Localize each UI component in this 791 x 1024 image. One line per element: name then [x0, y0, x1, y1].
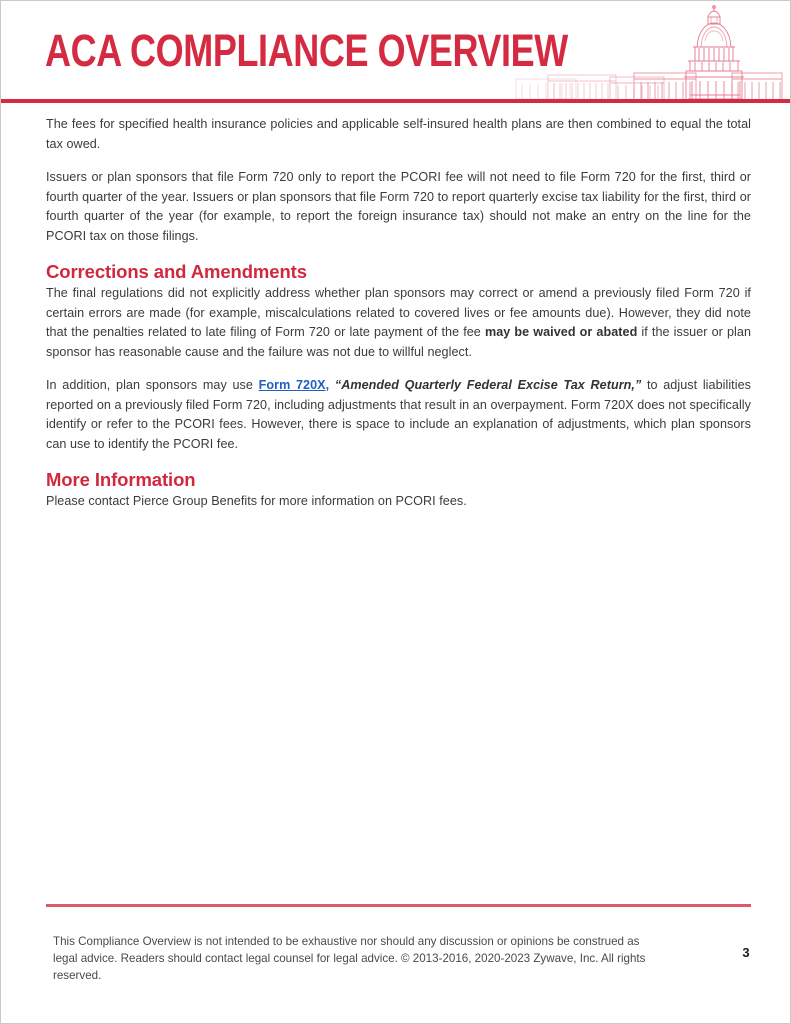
- page-title: ACA COMPLIANCE OVERVIEW: [45, 25, 568, 76]
- document-header: [1, 1, 790, 105]
- corrections-text-part-1: The final regulations did not explicitly address whether plan sponsors may correct or amend a previously filed Form 720 if certain errors are made (for example, miscalculations related to covered lives or fee amounts due). However, they did note that the penalties related to late filing of Form 720 or late payment of the fee: [46, 286, 751, 339]
- paragraph-more-information: Please contact Pierce Group Benefits for more information on PCORI fees.: [46, 494, 467, 508]
- corrections-text-part-2: if the issuer or plan sponsor has reasonable cause and the failure was not due to willful neglect.: [46, 325, 752, 359]
- form-720x-link[interactable]: Form 720X: [258, 378, 326, 392]
- form-720x-text-part-2: to adjust liabilities reported on a previously filed Form 720, including adjustments that result in an overpayment. Form 720X does not specifically identify or refer to the PCORI fees. However, there is space to include an explanation of adjustments, which plan sponsors can use to identify the PCORI fee.: [46, 378, 751, 451]
- paragraph-corrections-regulations: [46, 284, 751, 362]
- paragraph-fees-combined: The fees for specified health insurance policies and applicable self-insured health plans are then combined to equal the total tax owed.: [46, 117, 751, 151]
- page-number: 3: [742, 945, 750, 960]
- section-heading-corrections-and-amendments: Corrections and Amendments: [46, 261, 307, 282]
- form-720x-link-comma: ,: [325, 378, 330, 392]
- footer-divider: [46, 904, 751, 907]
- corrections-bold-phrase: may be waived or abated: [484, 325, 638, 339]
- document-body: [46, 115, 751, 526]
- form-720x-title-italic: “Amended Quarterly Federal Excise Tax Return,”: [329, 378, 642, 392]
- footer-disclaimer: This Compliance Overview is not intended to be exhaustive nor should any discussion or opinions be construed as legal advice. Readers should contact legal counsel for legal advice. © 2013-2016, 2020-2023 Zywave, Inc. All rights reserved.: [53, 935, 646, 982]
- form-720x-text-part-1: In addition, plan sponsors may use: [46, 378, 259, 392]
- paragraph-form-720-filing: Issuers or plan sponsors that file Form 720 only to report the PCORI fee will not need to file Form 720 for the first, third or fourth quarter of the year. Issuers or plan sponsors that file Form 720 to report quarterly excise tax liability for the first, third or fourth quarter of the year (for example, to report the foreign insurance tax) should not make an entry on the line for the PCORI tax on those filings.: [46, 170, 751, 243]
- paragraph-form-720x: [46, 376, 751, 454]
- header-divider: [1, 99, 790, 103]
- section-heading-more-information: More Information: [46, 469, 196, 490]
